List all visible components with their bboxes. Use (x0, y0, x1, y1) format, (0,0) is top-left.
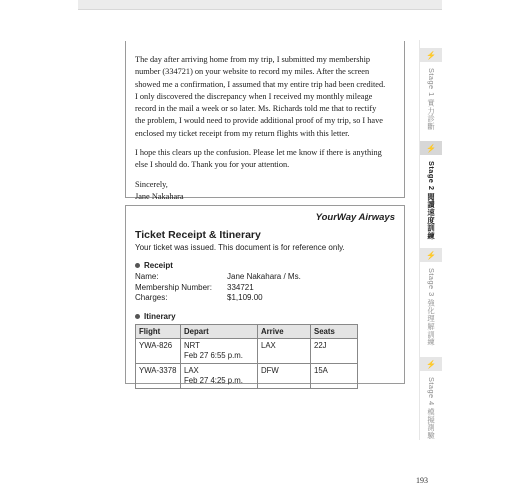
depart-time: Feb 27 6:55 p.m. (184, 350, 243, 360)
field-row (135, 293, 395, 304)
field-row (135, 272, 395, 283)
depart-city: NRT (184, 340, 200, 350)
letter-closing: Sincerely, (135, 179, 168, 189)
tab-label: Stage 2 閱讀速度訓練 (427, 161, 436, 240)
tab-stage-3[interactable] (420, 248, 442, 346)
column-header: Depart (181, 324, 258, 338)
itinerary-table (135, 324, 358, 389)
arrive-cell: DFW (258, 363, 311, 388)
field-label: Charges: (135, 293, 168, 302)
tab-stage-4[interactable] (420, 357, 442, 439)
tab-label: Stage 4 模擬測驗 (427, 377, 436, 440)
letter-line: else I should do. Thank you for your attention. (135, 160, 290, 170)
flight-cell: YWA-826 (136, 338, 181, 363)
itinerary-heading-label: Itinerary (144, 311, 176, 321)
letter-line: I hope this clears up the confusion. Please let me know if there is anything (135, 148, 382, 158)
letter-line: enclosed my ticket receipt from my return flights with this letter. (135, 128, 350, 138)
receipt-heading (135, 261, 395, 270)
page-number: 193 (416, 476, 428, 485)
field-row (135, 283, 395, 294)
letter-line: showed me a confirmation, I assumed that my entire trip had been credited. (135, 79, 386, 89)
receipt-fields (135, 272, 395, 304)
table-row (136, 363, 358, 388)
field-value: 334721 (227, 282, 254, 292)
table-header-row (136, 324, 358, 338)
receipt-subtitle: Your ticket was issued. This document is for reference only. (135, 243, 345, 252)
tab-label: Stage 3 強化理解訓練 (427, 268, 436, 346)
tab-stage-1[interactable] (420, 48, 442, 130)
letter-line: The day after arriving home from my trip, I submitted my membership (135, 55, 371, 64)
bolt-icon: ⚡ (420, 141, 442, 155)
depart-time: Feb 27 4:25 p.m. (184, 375, 243, 385)
letter-line: I only discovered the discrepancy when I received my monthly mileage (135, 91, 373, 101)
seat-cell: 15A (311, 363, 358, 388)
receipt-title: Ticket Receipt & Itinerary (135, 229, 261, 241)
column-header: Arrive (258, 324, 311, 338)
column-header: Flight (136, 324, 181, 338)
bolt-icon: ⚡ (420, 248, 442, 262)
receipt-heading-label: Receipt (144, 261, 173, 270)
arrive-cell: LAX (258, 338, 311, 363)
seat-cell: 22J (311, 338, 358, 363)
column-header: Seats (311, 324, 358, 338)
bolt-icon: ⚡ (420, 357, 442, 371)
flight-cell: YWA-3378 (136, 363, 181, 388)
depart-city: LAX (184, 365, 199, 375)
field-value: $1,109.00 (227, 293, 263, 302)
letter-line: record in the mail a week or so later. Ms. Richards told me that to rectify (135, 104, 377, 114)
depart-cell (181, 338, 258, 363)
bullet-icon (135, 314, 140, 319)
top-page-strip (78, 0, 442, 10)
bullet-icon (135, 263, 140, 268)
field-value: Jane Nakahara / Ms. (227, 272, 301, 281)
field-label: Membership Number: (135, 282, 212, 292)
letter-paragraph-1 (135, 54, 395, 140)
letter-signoff (135, 179, 395, 204)
itinerary-heading (135, 312, 395, 321)
letter-line: the problem, I would need to provide additional proof of my trip, so I have (135, 116, 383, 126)
letter-line: number (334721) on your website to record my miles. After the screen (135, 67, 370, 77)
ticket-receipt (125, 205, 405, 384)
letter-excerpt (125, 41, 405, 201)
letter-paragraph-2 (135, 147, 395, 172)
letter-signature: Jane Nakahara (135, 191, 184, 201)
bolt-icon: ⚡ (420, 48, 442, 62)
airline-name: YourWay Airways (315, 212, 395, 223)
depart-cell (181, 363, 258, 388)
tab-stage-2[interactable] (420, 141, 442, 240)
field-label: Name: (135, 272, 159, 281)
tab-label: Stage 1 實力診斷 (427, 68, 436, 131)
table-row (136, 338, 358, 363)
